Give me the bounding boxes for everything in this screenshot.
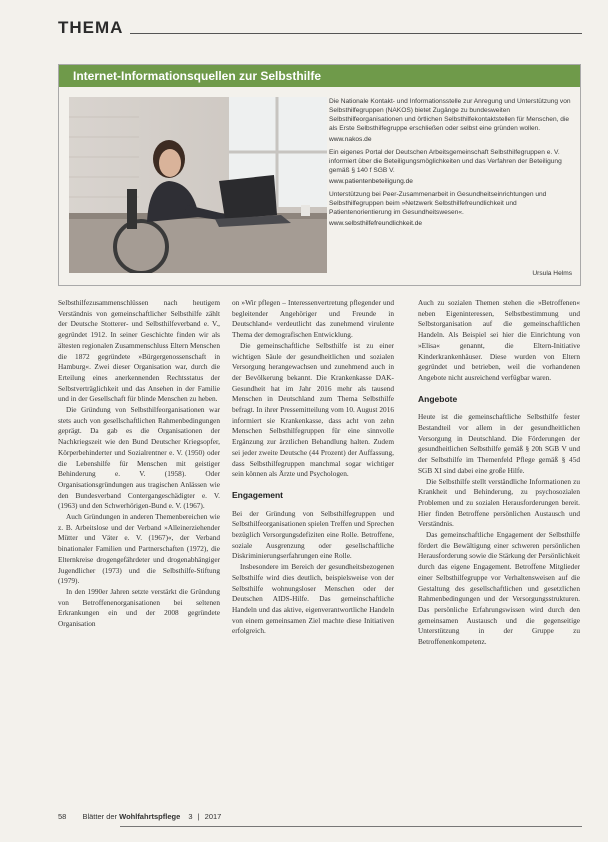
info-entry-text: Die Nationale Kontakt- und Informationsstelle zur Anregung und Unterstützung von Selbsthilfegruppen (NAKOS) bietet Zugänge zu bundesweiten Selbsthilfeorganisationen und örtlichen Selbsthilfekontaktstellen für Menschen, die als Erste Selbsthilfegruppe erschließen oder selbst eine gründen wollen. [329, 98, 571, 132]
paragraph: Auch zu sozialen Themen stehen die »Betroffenen« neben Eigeninteressen, Selbstbestimmung und Selbstorganisation auf die gemeinschaftlichen Handeln. Als Beispiel sei hier die Einrichtung von »Elisa« genannt, die Eltern-Initiative Kinderkrankenhäuser. Diese wurden von Eltern gegründet und betrieben, weil die vorhandenen Angebote nicht ausreichend verfügbar waren. [418, 298, 580, 382]
info-entry-link[interactable]: www.nakos.de [329, 136, 372, 143]
issue-number: 3 [188, 812, 193, 821]
page-number: 58 [58, 812, 67, 821]
author-name: Ursula Helms [532, 270, 572, 277]
journal-title [82, 812, 182, 821]
footer-rule [120, 826, 582, 827]
paragraph: Bei der Gründung von Selbsthilfegruppen und Selbsthilfeorganisationen spielen Treffen und Sprechen bezüglich Versorgungsdefiziten eine Rolle. Betroffene, soziale Ausgrenzung oder gesellschaftliche Diskriminierungserfahrungen eine Rolle. [232, 508, 394, 561]
info-entry-text: Unterstützung bei Peer-Zusammenarbeit in Gesundheitseinrichtungen und Selbsthilfegruppen beim »Netzwerk Selbsthilfefreundlichkeit und Patientenorientierung im Gesundheitswesen«. [329, 191, 547, 216]
text-column-1 [58, 298, 220, 630]
paragraph: In den 1990er Jahren setzte verstärkt die Gründung von Betroffenenorganisationen bei seltenen Erkrankungen ein und der 2008 gegründete Organisation [58, 586, 220, 629]
paragraph: Die gemeinschaftliche Selbsthilfe ist zu einer wichtigen Säule der gesundheitlichen und sozialen Versorgung herangewachsen und zunehmend auch in der Bevölkerung bekannt. Die Krankenkasse DAK-Gesundheit hat im Jahr 2016 mehr als tausend Menschen in Deutschland zum Thema Selbsthilfe befragt. In ihrer Pressemitteilung vom 10. August 2016 informiert sie Krankenkasse, dass acht von zehn Menschen Selbsthilfegruppen für eine sinnvolle Ergänzung zur ärztlichen Behandlung halten. Zudem sei jeder zweite Deutsche (44 Prozent) der Auffassung, dass Selbsthilfegruppen manchmal sogar wichtiger sein können als Ärzte und Psychologen. [232, 340, 394, 479]
issue-year: 2017 [204, 812, 222, 821]
info-entry-text: Ein eigenes Portal der Deutschen Arbeitsgemeinschaft Selbsthilfegruppen e. V. informiert über die Beteiligungsmöglichkeiten und das Verfahren der Beteiligung gemäß § 140 f SGB V. [329, 149, 562, 174]
photo-illustration [69, 97, 327, 273]
paragraph: Die Selbsthilfe stellt verständliche Informationen zu Krankheit und Behinderung, zu psychosozialen Problemen und zu sozialen Herausforderungen bereit. Hier finden Betroffene persönlichen Austausch und Verständnis. [418, 476, 580, 529]
journal-title-prefix: Blätter der [82, 812, 120, 821]
info-box-title: Internet-Informationsquellen zur Selbsthilfe [59, 65, 580, 87]
info-entry-link[interactable]: www.selbsthilfefreundlichkeit.de [329, 220, 423, 227]
page-footer: 58 Blätter der Wohlfahrtspflege 3 | 2017 [58, 812, 222, 821]
info-entry-link[interactable]: www.patientenbeteiligung.de [329, 178, 413, 185]
paragraph: Selbsthilfezusammenschlüssen nach heutigem Verständnis von gemeinschaftlicher Selbsthilfe zählt der Deutsche Stotterer- und Selbsthilfeverband e. V., gegründet 1912. In seiner Geschichte finden wir als ältesten regionalen Zusammenschluss Eltern Menschen die 1872 gegründete »Bürgergenossenschaft in Hamburg«. Zwei dieser Organisation war, durch die Erteilung eines anerkennenden Rechtsstatus der Selbstverträglichkeit und das Ansehen in der Familie und in der Gesellschaft für blinde Menschen zu heben. [58, 298, 220, 404]
subheading-engagement: Engagement [232, 489, 284, 500]
text-column-3 [418, 298, 580, 648]
paragraph: Insbesondere im Bereich der gesundheitsbezogenen Selbsthilfe wird dies deutlich, beispielsweise von der Selbsthilfe wohnungsloser Menschen oder der Deutschen AIDS-Hilfe. Das gemeinschaftliche Handeln und das aktive, eigenverantwortliche Handeln von einem gemeinsamen Ziel machte diese Initiativen erfolgreich. [232, 562, 394, 636]
info-box-text [329, 97, 575, 232]
photo-woman-wheelchair-laptop [69, 97, 327, 273]
journal-title-bold: Wohlfahrtspflege [119, 812, 181, 821]
info-box [58, 64, 581, 286]
paragraph: Heute ist die gemeinschaftliche Selbsthilfe fester Bestandteil vor allem in der gesundheitlichen Versorgung in Deutschland. Die Förderungen der gesundheitlichen Selbsthilfe gemäß § 20h SGB V und der Selbsthilfe im Themenfeld Pflege gemäß § 45d SGB XI sind dabei eine große Hilfe. [418, 412, 580, 475]
paragraph: Die Gründung von Selbsthilfeorganisationen war stets auch von gesellschaftlichen Rahmenbedingungen geprägt. Da gab es die Organisationen der Nachkriegszeit wie den Bund Deutscher Kriegsopfer, Körperbehinderter und Sozialrentner e. V. (1950) oder die Lebenshilfe für Menschen mit geistiger Behinderung e. V. (1958). Oder Organisationsgründungen aus tragischen Anlässen wie den Bundesverband Contergangeschädigter e. V. (1963) und den Schwerhörigen-Bund e. V. (1967). [58, 405, 220, 511]
text-column-2 [232, 298, 394, 637]
paragraph: Auch Gründungen in anderen Themenbereichen wie z. B. Arbeitslose und der Verband »Alleinerziehender Mütter und Väter e. V. (1967)«, der Verband binationaler Familien und Partnerschaften (1972), die Elternkreise drogengefährdeter und drogenabhängiger Jugendlicher (1973) und die Selbsthilfe-Stiftung (1979). [58, 512, 220, 586]
paragraph: on »Wir pflegen – Interessenvertretung pflegender und begleitender Angehöriger und Freunde in Deutschland« verdeutlicht das zunehmend virulente Thema der demografischen Entwicklung. [232, 298, 394, 340]
header-rule [130, 33, 582, 34]
section-label: THEMA [58, 18, 124, 37]
subheading-angebote: Angebote [418, 393, 458, 404]
paragraph: Das gemeinschaftliche Engagement der Selbsthilfe fördert die Bewältigung einer schweren persönlichen Herausforderung sowie die Stärkung der Persönlichkeit durch das eigene Engagement. Betroffene Mitglieder einer Selbsthilfegruppe vor Verhaltensweisen auf die Gestaltung des gesellschaftlichen und gesetzlichen Rahmenbedingungen und der Versorgungsstrukturen. Das persönliche Erfahrungswissen wird durch den gemeinsamen Austausch und die gegenseitige Unterstützung in der Gruppe zu Betroffenenkompetenz. [418, 530, 580, 647]
